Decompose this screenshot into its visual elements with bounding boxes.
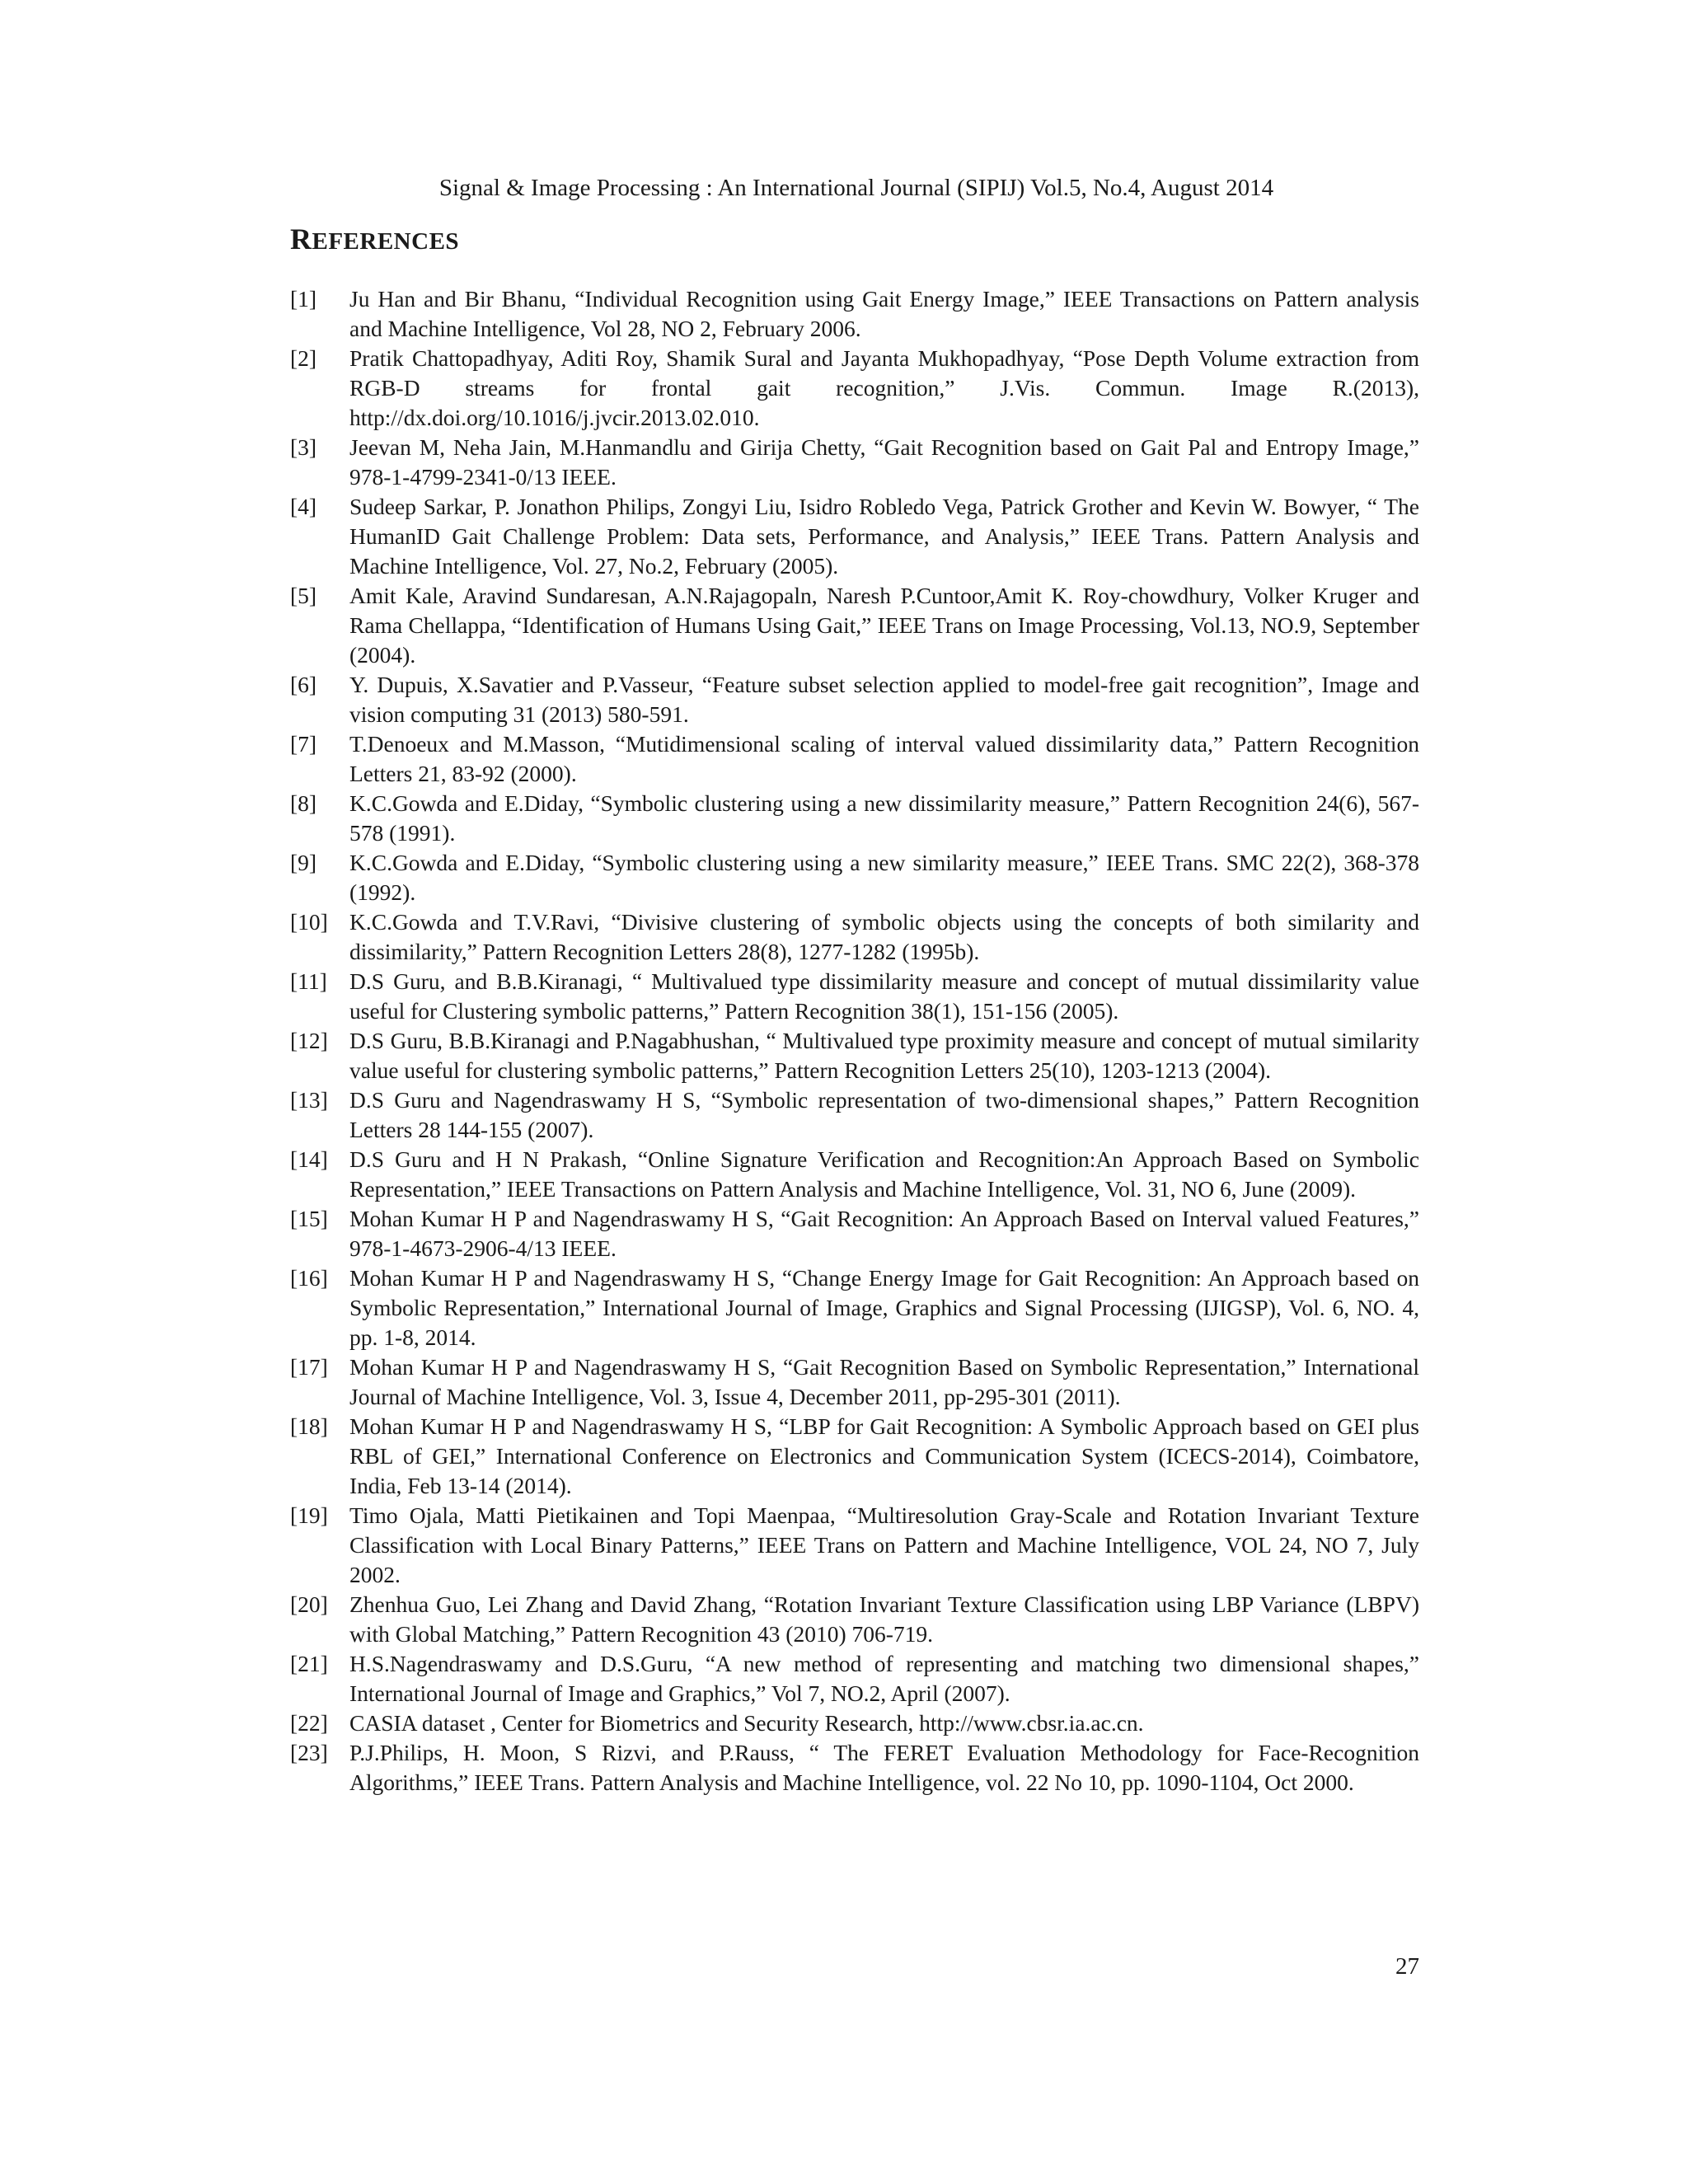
reference-text: Mohan Kumar H P and Nagendraswamy H S, “Change Energy Image for Gait Recognition: An Approach based on Symbolic Representation,” International Journal of Image, Graphics and Signal Processing (IJIGSP), Vol. 6, NO. 4, pp. 1-8, 2014. [349,1265,1419,1350]
reference-number: [8] [290,790,317,816]
reference-item [290,433,1419,492]
reference-item [290,789,1419,848]
reference-text: CASIA dataset , Center for Biometrics and Security Research, http://www.cbsr.ia.ac.cn. [349,1710,1144,1736]
reference-number: [15] [290,1206,328,1231]
reference-number: [9] [290,850,317,875]
reference-number: [19] [290,1502,328,1528]
reference-item [290,1412,1419,1501]
reference-number: [3] [290,434,317,460]
reference-number: [13] [290,1087,328,1113]
reference-text: D.S Guru and H N Prakash, “Online Signature Verification and Recognition:An Approach Based on Symbolic Representation,” IEEE Transactions on Pattern Analysis and Machine Intelligence, Vol. 31, NO 6, June (2009). [349,1146,1419,1202]
reference-number: [14] [290,1146,328,1172]
reference-item [290,1352,1419,1412]
reference-number: [4] [290,494,317,519]
reference-number: [12] [290,1028,328,1053]
reference-text: Amit Kale, Aravind Sundaresan, A.N.Rajagopaln, Naresh P.Cuntoor,Amit K. Roy-chowdhury, Volker Kruger and Rama Chellappa, “Identification of Humans Using Gait,” IEEE Trans on Image Processing, Vol.13, NO.9, September (2004). [349,583,1419,668]
reference-item [290,284,1419,344]
reference-item [290,1263,1419,1352]
reference-item [290,729,1419,789]
reference-number: [11] [290,968,327,994]
page-number: 27 [1395,1953,1419,1980]
reference-text: D.S Guru and Nagendraswamy H S, “Symbolic representation of two-dimensional shapes,” Pattern Recognition Letters 28 144-155 (2007). [349,1087,1419,1142]
reference-number: [18] [290,1413,328,1439]
reference-item [290,1590,1419,1649]
reference-number: [23] [290,1740,328,1765]
reference-item [290,1085,1419,1145]
reference-text: Mohan Kumar H P and Nagendraswamy H S, “Gait Recognition: An Approach Based on Interval valued Features,” 978-1-4673-2906-4/13 IEEE. [349,1206,1419,1261]
reference-list [290,284,1419,1797]
reference-text: Mohan Kumar H P and Nagendraswamy H S, “Gait Recognition Based on Symbolic Representation,” International Journal of Machine Intelligence, Vol. 3, Issue 4, December 2011, pp-295-301 (2011). [349,1354,1419,1409]
reference-item [290,967,1419,1026]
reference-text: P.J.Philips, H. Moon, S Rizvi, and P.Rauss, “ The FERET Evaluation Methodology for Face-Recognition Algorithms,” IEEE Trans. Pattern Analysis and Machine Intelligence, vol. 22 No 10, pp. 1090-1104, Oct 2000. [349,1740,1419,1795]
section-title-rest: EFERENCES [312,228,460,255]
reference-text: T.Denoeux and M.Masson, “Mutidimensional scaling of interval valued dissimilarity data,” Pattern Recognition Letters 21, 83-92 (2000). [349,731,1419,786]
reference-text: K.C.Gowda and E.Diday, “Symbolic clustering using a new similarity measure,” IEEE Trans. SMC 22(2), 368-378 (1992). [349,850,1419,905]
reference-item [290,581,1419,670]
reference-text: Timo Ojala, Matti Pietikainen and Topi Maenpaa, “Multiresolution Gray-Scale and Rotation Invariant Texture Classification with Local Binary Patterns,” IEEE Trans on Pattern and Machine Intelligence, VOL 24, NO 7, July 2002. [349,1502,1419,1587]
reference-number: [5] [290,583,317,608]
reference-item [290,670,1419,729]
reference-text: K.C.Gowda and E.Diday, “Symbolic clustering using a new dissimilarity measure,” Pattern Recognition 24(6), 567-578 (1991). [349,790,1419,846]
reference-number: [1] [290,286,317,312]
reference-number: [22] [290,1710,328,1736]
reference-item [290,492,1419,581]
reference-item [290,1708,1419,1738]
reference-number: [2] [290,345,317,371]
running-header: Signal & Image Processing : An International Journal (SIPIJ) Vol.5, No.4, August 2014 [438,175,1274,201]
reference-item [290,1738,1419,1797]
reference-number: [10] [290,909,328,935]
reference-number: [20] [290,1591,328,1617]
reference-text: D.S Guru, B.B.Kiranagi and P.Nagabhushan, “ Multivalued type proximity measure and concept of mutual similarity value useful for clustering symbolic patterns,” Pattern Recognition Letters 25(10), 1203-1213 (2004). [349,1028,1419,1083]
reference-item [290,1145,1419,1204]
reference-text: Mohan Kumar H P and Nagendraswamy H S, “LBP for Gait Recognition: A Symbolic Approach based on GEI plus RBL of GEI,” International Conference on Electronics and Communication System (ICECS-2014), Coimbatore, India, Feb 13-14 (2014). [349,1413,1419,1498]
section-title-initial: R [290,223,312,255]
reference-item [290,907,1419,967]
reference-number: [7] [290,731,317,757]
reference-text: Jeevan M, Neha Jain, M.Hanmandlu and Girija Chetty, “Gait Recognition based on Gait Pal and Entropy Image,” 978-1-4799-2341-0/13 IEEE. [349,434,1419,490]
reference-item [290,1204,1419,1263]
reference-text: Ju Han and Bir Bhanu, “Individual Recognition using Gait Energy Image,” IEEE Transactions on Pattern analysis and Machine Intelligence, Vol 28, NO 2, February 2006. [349,286,1419,341]
reference-number: [21] [290,1651,328,1676]
reference-number: [17] [290,1354,328,1380]
reference-item [290,1501,1419,1590]
reference-text: K.C.Gowda and T.V.Ravi, “Divisive clustering of symbolic objects using the concepts of both similarity and dissimilarity,” Pattern Recognition Letters 28(8), 1277-1282 (1995b). [349,909,1419,964]
reference-item [290,848,1419,907]
reference-text: Y. Dupuis, X.Savatier and P.Vasseur, “Feature subset selection applied to model-free gait recognition”, Image and vision computing 31 (2013) 580-591. [349,672,1419,727]
reference-text: Pratik Chattopadhyay, Aditi Roy, Shamik Sural and Jayanta Mukhopadhyay, “Pose Depth Volume extraction from RGB-D streams for frontal gait recognition,” J.Vis. Commun. Image R.(2013), http://dx.doi.org/10.1016/j.jvcir.2013.02.010. [349,345,1419,430]
reference-text: Sudeep Sarkar, P. Jonathon Philips, Zongyi Liu, Isidro Robledo Vega, Patrick Grother and Kevin W. Bowyer, “ The HumanID Gait Challenge Problem: Data sets, Performance, and Analysis,” IEEE Trans. Pattern Analysis and Machine Intelligence, Vol. 27, No.2, February (2005). [349,494,1419,579]
reference-item [290,1026,1419,1085]
reference-item [290,1649,1419,1708]
reference-text: Zhenhua Guo, Lei Zhang and David Zhang, “Rotation Invariant Texture Classification using LBP Variance (LBPV) with Global Matching,” Pattern Recognition 43 (2010) 706-719. [349,1591,1419,1647]
reference-number: [6] [290,672,317,697]
reference-text: D.S Guru, and B.B.Kiranagi, “ Multivalued type dissimilarity measure and concept of mutual dissimilarity value useful for Clustering symbolic patterns,” Pattern Recognition 38(1), 151-156 (2005). [349,968,1419,1024]
reference-item [290,344,1419,433]
reference-number: [16] [290,1265,328,1291]
section-title [290,221,459,260]
reference-text: H.S.Nagendraswamy and D.S.Guru, “A new method of representing and matching two dimensional shapes,” International Journal of Image and Graphics,” Vol 7, NO.2, April (2007). [349,1651,1419,1706]
